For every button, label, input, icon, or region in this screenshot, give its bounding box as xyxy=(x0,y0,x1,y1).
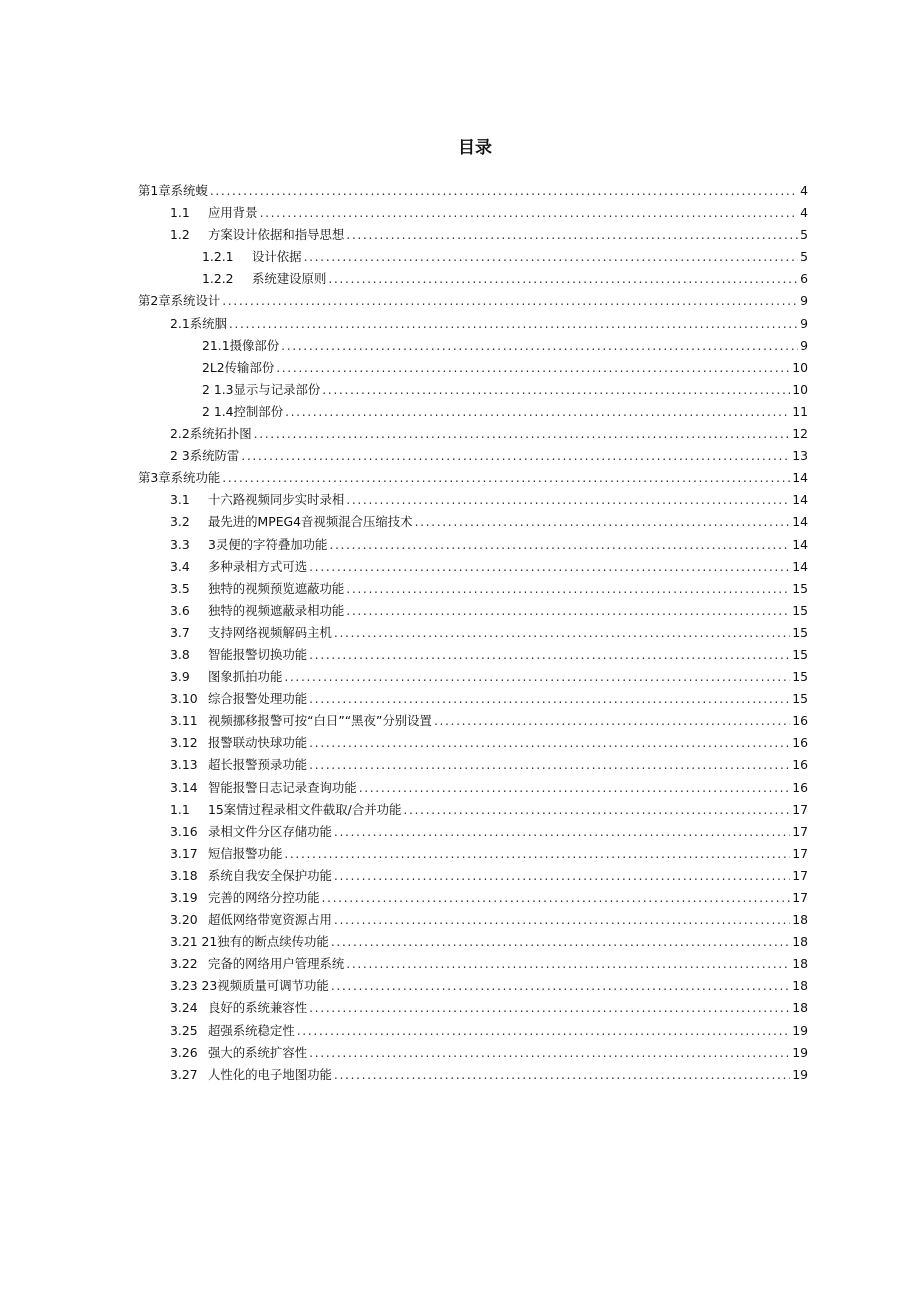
toc-entry-page-number: 14 xyxy=(792,492,808,508)
toc-entry-title: 智能报警日志记录查询功能 xyxy=(208,779,357,795)
toc-dot-leader xyxy=(222,467,790,489)
toc-entry[interactable] xyxy=(138,313,808,335)
toc-entry-number: 3.24 xyxy=(170,1000,198,1016)
toc-entry[interactable] xyxy=(138,732,808,754)
toc-entry-title: 第2章系统设计 xyxy=(138,293,221,309)
toc-entry-title: 3.23 23视频质量可调节功能 xyxy=(170,978,329,994)
toc-entry-title: 独特的视频遮蔽录相功能 xyxy=(208,602,345,618)
toc-entry-title: 短信报警功能 xyxy=(208,845,283,861)
toc-entry-page-number: 14 xyxy=(792,558,808,574)
toc-entry-page-number: 11 xyxy=(792,403,808,419)
toc-entry-number: 3.5 xyxy=(170,580,190,596)
toc-dot-leader xyxy=(309,644,790,666)
toc-entry-number: 3.11 xyxy=(170,713,198,729)
toc-entry[interactable] xyxy=(138,865,808,887)
toc-entry[interactable] xyxy=(138,777,808,799)
toc-entry[interactable] xyxy=(138,534,808,556)
toc-entry[interactable] xyxy=(138,799,808,821)
toc-dot-leader xyxy=(222,290,798,312)
toc-entry-title: 最先进的MPEG4音视频混合压缩技术 xyxy=(208,514,413,530)
toc-entry[interactable] xyxy=(138,202,808,224)
toc-entry-number: 3.19 xyxy=(170,890,198,905)
toc-dot-leader xyxy=(309,688,790,710)
toc-entry-number: 3.18 xyxy=(170,867,198,883)
toc-entry-page-number: 10 xyxy=(792,359,808,375)
toc-entry-title: 综合报警处理功能 xyxy=(208,691,308,707)
toc-entry-title: 2.2系统拓扑图 xyxy=(170,426,252,442)
toc-dot-leader xyxy=(334,821,790,843)
toc-entry-page-number: 4 xyxy=(800,205,808,221)
toc-entry-number: 3.3 xyxy=(170,536,190,552)
toc-entry[interactable] xyxy=(138,578,808,600)
toc-entry-page-number: 14 xyxy=(792,470,808,486)
toc-entry-number: 3.26 xyxy=(170,1044,198,1060)
toc-entry[interactable] xyxy=(138,467,808,489)
toc-dot-leader xyxy=(309,732,790,754)
toc-entry-title: 人性化的电子地图功能 xyxy=(208,1066,332,1082)
toc-entry-page-number: 17 xyxy=(792,890,808,905)
toc-entry[interactable] xyxy=(138,821,808,843)
toc-entry-title: 报警联动快球功能 xyxy=(208,735,308,751)
toc-dot-leader xyxy=(346,224,798,246)
toc-entry-title: 十六路视频同步实时录相 xyxy=(208,492,345,508)
toc-entry-page-number: 9 xyxy=(800,337,808,353)
toc-entry-page-number: 17 xyxy=(792,867,808,883)
toc-entry-number: 1.2.1 xyxy=(202,249,234,265)
toc-dot-leader xyxy=(415,511,791,533)
toc-entry-title: 独特的视频预览遮蔽功能 xyxy=(208,580,345,596)
toc-entry-page-number: 18 xyxy=(792,978,808,994)
toc-entry[interactable] xyxy=(138,445,808,467)
toc-dot-leader xyxy=(334,865,790,887)
toc-entry-page-number: 16 xyxy=(792,713,808,729)
toc-dot-leader xyxy=(322,379,790,401)
toc-entry-number: 3.8 xyxy=(170,646,190,662)
toc-dot-leader xyxy=(329,534,790,556)
toc-entry-page-number: 5 xyxy=(800,227,808,243)
toc-entry[interactable] xyxy=(138,224,808,246)
toc-entry-page-number: 18 xyxy=(792,912,808,928)
toc-dot-leader xyxy=(346,600,790,622)
toc-entry-page-number: 18 xyxy=(792,956,808,972)
toc-dot-leader xyxy=(281,335,798,357)
toc-dot-leader xyxy=(284,843,790,865)
toc-entry-number: 3.25 xyxy=(170,1022,198,1038)
toc-entry-title: 支持网络视频解码主机 xyxy=(208,624,332,640)
toc-entry-title: 完备的网络用户管理系统 xyxy=(208,956,345,972)
toc-entry-number: 1.1 xyxy=(170,205,190,221)
toc-entry-page-number: 16 xyxy=(792,757,808,773)
toc-entry-page-number: 4 xyxy=(800,183,808,198)
toc-entry-title: 图象抓拍功能 xyxy=(208,669,283,685)
toc-entry-number: 3.7 xyxy=(170,624,190,640)
toc-dot-leader xyxy=(284,666,790,688)
toc-entry-number: 1.2.2 xyxy=(202,271,234,287)
toc-entry[interactable] xyxy=(138,1064,808,1086)
toc-entry-title: 智能报警切换功能 xyxy=(208,646,308,662)
toc-entry-title: 完善的网络分控功能 xyxy=(208,890,320,905)
toc-entry[interactable] xyxy=(138,379,808,401)
toc-entry-number: 3.17 xyxy=(170,845,198,861)
toc-dot-leader xyxy=(309,1042,790,1064)
toc-list xyxy=(138,180,808,1086)
toc-entry[interactable] xyxy=(138,843,808,865)
toc-entry[interactable] xyxy=(138,290,808,312)
toc-dot-leader xyxy=(334,1064,790,1086)
toc-dot-leader xyxy=(210,180,798,202)
toc-entry-title: 2 3系统防雷 xyxy=(170,448,240,464)
toc-entry-number: 3.13 xyxy=(170,757,198,773)
toc-entry-number: 3.9 xyxy=(170,669,190,685)
toc-entry[interactable] xyxy=(138,622,808,644)
toc-entry[interactable] xyxy=(138,511,808,533)
toc-entry-page-number: 17 xyxy=(792,801,808,817)
toc-entry-page-number: 19 xyxy=(792,1022,808,1038)
toc-entry[interactable] xyxy=(138,401,808,423)
toc-entry-title: 2 1.3显示与记录部份 xyxy=(202,381,321,397)
toc-entry-title: 应用背景 xyxy=(208,205,258,221)
toc-entry-page-number: 17 xyxy=(792,823,808,839)
toc-entry[interactable] xyxy=(138,489,808,511)
toc-entry-page-number: 19 xyxy=(792,1044,808,1060)
toc-dot-leader xyxy=(276,357,790,379)
toc-entry-title: 强大的系统扩容性 xyxy=(208,1044,308,1060)
toc-entry-title: 2 1.4控制部份 xyxy=(202,403,284,419)
toc-dot-leader xyxy=(346,578,790,600)
toc-dot-leader xyxy=(334,909,790,931)
toc-entry-number: 3.6 xyxy=(170,602,190,618)
toc-entry-number: 3.12 xyxy=(170,735,198,751)
toc-entry[interactable] xyxy=(138,666,808,688)
toc-entry-number: 3.2 xyxy=(170,514,190,530)
toc-entry[interactable] xyxy=(138,180,808,202)
toc-dot-leader xyxy=(304,246,798,268)
toc-dot-leader xyxy=(346,953,790,975)
toc-entry-page-number: 13 xyxy=(792,448,808,464)
toc-entry[interactable] xyxy=(138,710,808,732)
toc-entry[interactable] xyxy=(138,268,808,290)
toc-entry-page-number: 15 xyxy=(792,624,808,640)
toc-entry-title: 超强系统稳定性 xyxy=(208,1022,295,1038)
toc-entry-number: 3.1 xyxy=(170,492,190,508)
toc-entry-page-number: 12 xyxy=(792,426,808,442)
toc-entry[interactable] xyxy=(138,953,808,975)
toc-entry[interactable] xyxy=(138,556,808,578)
toc-entry-page-number: 10 xyxy=(792,381,808,397)
toc-entry-page-number: 9 xyxy=(800,293,808,309)
toc-entry-title: 方案设计依据和指导思想 xyxy=(208,227,345,243)
toc-dot-leader xyxy=(434,710,790,732)
toc-entry-page-number: 9 xyxy=(800,315,808,331)
toc-entry[interactable] xyxy=(138,357,808,379)
toc-entry[interactable] xyxy=(138,909,808,931)
toc-entry-title: 15案情过程录相文件截取/合并功能 xyxy=(208,801,402,817)
toc-entry-page-number: 17 xyxy=(792,845,808,861)
toc-entry-number: 3.16 xyxy=(170,823,198,839)
toc-entry-page-number: 15 xyxy=(792,691,808,707)
toc-entry-number: 3.20 xyxy=(170,912,198,928)
toc-dot-leader xyxy=(322,887,791,909)
toc-entry[interactable] xyxy=(138,931,808,953)
toc-dot-leader xyxy=(241,445,790,467)
toc-entry-page-number: 16 xyxy=(792,779,808,795)
toc-entry-page-number: 14 xyxy=(792,536,808,552)
toc-dot-leader xyxy=(297,1020,790,1042)
toc-entry-number: 3.27 xyxy=(170,1066,198,1082)
toc-entry-number: 3.4 xyxy=(170,558,190,574)
toc-entry-title: 超低网络带宽资源占用 xyxy=(208,912,332,928)
toc-dot-leader xyxy=(285,401,790,423)
toc-entry-number: 3.10 xyxy=(170,691,198,707)
toc-entry-title: 2.1系统胭 xyxy=(170,315,227,331)
toc-entry-page-number: 15 xyxy=(792,580,808,596)
toc-entry[interactable] xyxy=(138,423,808,445)
toc-dot-leader xyxy=(260,202,798,224)
toc-dot-leader xyxy=(346,489,790,511)
toc-entry[interactable] xyxy=(138,887,808,909)
toc-entry-title: 第3章系统功能 xyxy=(138,470,221,486)
toc-entry[interactable] xyxy=(138,1020,808,1042)
toc-entry[interactable] xyxy=(138,975,808,997)
toc-entry-page-number: 15 xyxy=(792,646,808,662)
toc-dot-leader xyxy=(359,777,791,799)
page-title: 目录 xyxy=(458,138,492,158)
toc-entry[interactable] xyxy=(138,688,808,710)
toc-entry-page-number: 18 xyxy=(792,934,808,950)
toc-entry-page-number: 5 xyxy=(800,249,808,265)
toc-entry[interactable] xyxy=(138,754,808,776)
toc-entry-title: 超长报警预录功能 xyxy=(208,757,308,773)
toc-entry[interactable] xyxy=(138,644,808,666)
toc-dot-leader xyxy=(309,556,790,578)
toc-entry-page-number: 15 xyxy=(792,669,808,685)
toc-dot-leader xyxy=(403,799,790,821)
toc-dot-leader xyxy=(331,931,790,953)
toc-entry-page-number: 15 xyxy=(792,602,808,618)
toc-entry-page-number: 16 xyxy=(792,735,808,751)
toc-dot-leader xyxy=(309,997,790,1019)
toc-entry-title: 系统建设原则 xyxy=(252,271,327,287)
toc-entry-title: 设计依据 xyxy=(252,249,302,265)
toc-dot-leader xyxy=(328,268,798,290)
toc-entry-title: 3灵便的字符叠加功能 xyxy=(208,536,328,552)
toc-dot-leader xyxy=(254,423,791,445)
toc-entry-title: 第1章系统蝮 xyxy=(138,183,208,198)
toc-entry-title: 录相文件分区存储功能 xyxy=(208,823,332,839)
toc-entry-page-number: 14 xyxy=(792,514,808,530)
toc-entry-number: 1.2 xyxy=(170,227,190,243)
toc-entry[interactable] xyxy=(138,246,808,268)
toc-entry-title: 2L2传输部份 xyxy=(202,359,275,375)
toc-dot-leader xyxy=(334,622,790,644)
toc-entry[interactable] xyxy=(138,335,808,357)
toc-entry-page-number: 6 xyxy=(800,271,808,287)
toc-entry-title: 良好的系统兼容性 xyxy=(208,1000,308,1016)
toc-entry-title: 3.21 21独有的断点续传功能 xyxy=(170,934,329,950)
toc-entry-page-number: 19 xyxy=(792,1066,808,1082)
toc-entry-title: 21.1摄像部份 xyxy=(202,337,280,353)
toc-dot-leader xyxy=(309,754,790,776)
toc-entry[interactable] xyxy=(138,997,808,1019)
toc-entry-page-number: 18 xyxy=(792,1000,808,1016)
toc-entry-title: 多种录相方式可选 xyxy=(208,558,308,574)
toc-entry-number: 1.1 xyxy=(170,801,190,817)
toc-dot-leader xyxy=(229,313,798,335)
toc-entry-number: 3.22 xyxy=(170,956,198,972)
toc-entry-title: 视频挪移报警可按“白日”“黑夜”分别设置 xyxy=(208,713,432,729)
toc-dot-leader xyxy=(331,975,790,997)
toc-entry-number: 3.14 xyxy=(170,779,198,795)
toc-entry[interactable] xyxy=(138,600,808,622)
toc-entry-title: 系统自我安全保护功能 xyxy=(208,867,332,883)
toc-entry[interactable] xyxy=(138,1042,808,1064)
